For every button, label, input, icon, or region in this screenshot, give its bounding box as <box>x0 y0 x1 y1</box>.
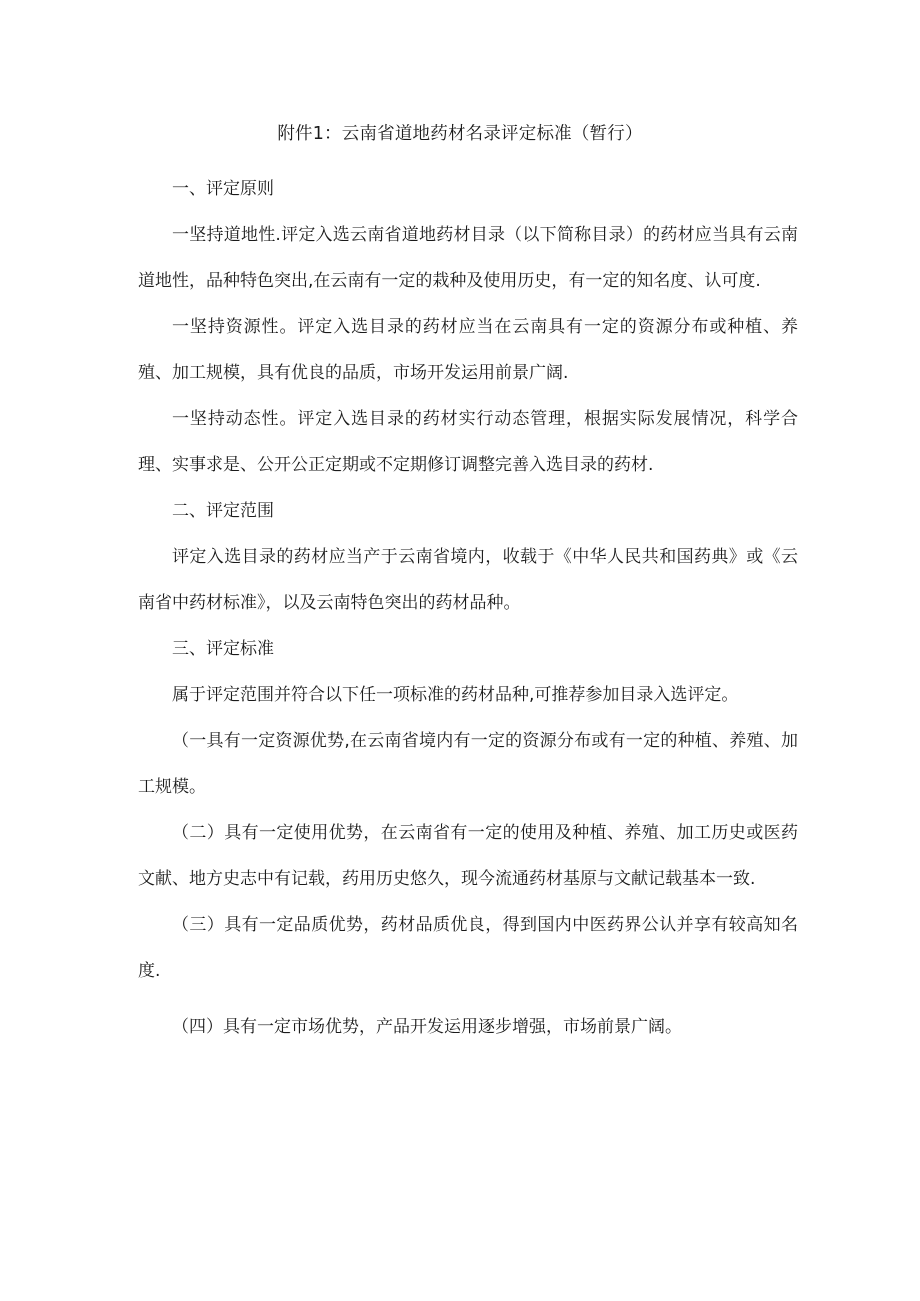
document-body <box>138 166 798 1050</box>
paragraph-standard-2: （二）具有一定使用优势，在云南省有一定的使用及种植、养殖、加工历史或医药文献、地方史志中有记载，药用历史悠久，现今流通药材基原与文献记载基本一致. <box>138 823 798 889</box>
section-heading-standards: 三、评定标准 <box>172 639 274 659</box>
paragraph-resources: 一坚持资源性。评定入选目录的药材应当在云南具有一定的资源分布或种植、养殖、加工规模，具有优良的品质，市场开发运用前景广阔. <box>138 317 798 383</box>
paragraph-authenticity: 一坚持道地性.评定入选云南省道地药材目录（以下简称目录）的药材应当具有云南道地性，品种特色突出,在云南有一定的栽种及使用历史，有一定的知名度、认可度. <box>138 225 798 291</box>
document-title: 附件1：云南省道地药材名录评定标准（暂行） <box>277 124 643 144</box>
paragraph-scope: 评定入选目录的药材应当产于云南省境内，收载于《中华人民共和国药典》或《云南省中药材标准》，以及云南特色突出的药材品种。 <box>138 547 798 613</box>
section-heading-scope: 二、评定范围 <box>172 501 274 521</box>
section-heading-principles: 一、评定原则 <box>172 179 274 199</box>
paragraph-dynamic: 一坚持动态性。评定入选目录的药材实行动态管理，根据实际发展情况，科学合理、实事求是、公开公正定期或不定期修订调整完善入选目录的药材. <box>138 409 798 475</box>
paragraph-standard-4: （四）具有一定市场优势，产品开发运用逐步增强，市场前景广阔。 <box>172 1017 682 1037</box>
paragraph-standards-intro: 属于评定范围并符合以下任一项标准的药材品种,可推荐参加目录入选评定。 <box>172 685 739 705</box>
paragraph-standard-3: （三）具有一定品质优势，药材品质优良，得到国内中医药界公认并享有较高知名度. <box>138 915 798 981</box>
paragraph-standard-1: （一具有一定资源优势,在云南省境内有一定的资源分布或有一定的种植、养殖、加工规模。 <box>138 731 798 797</box>
